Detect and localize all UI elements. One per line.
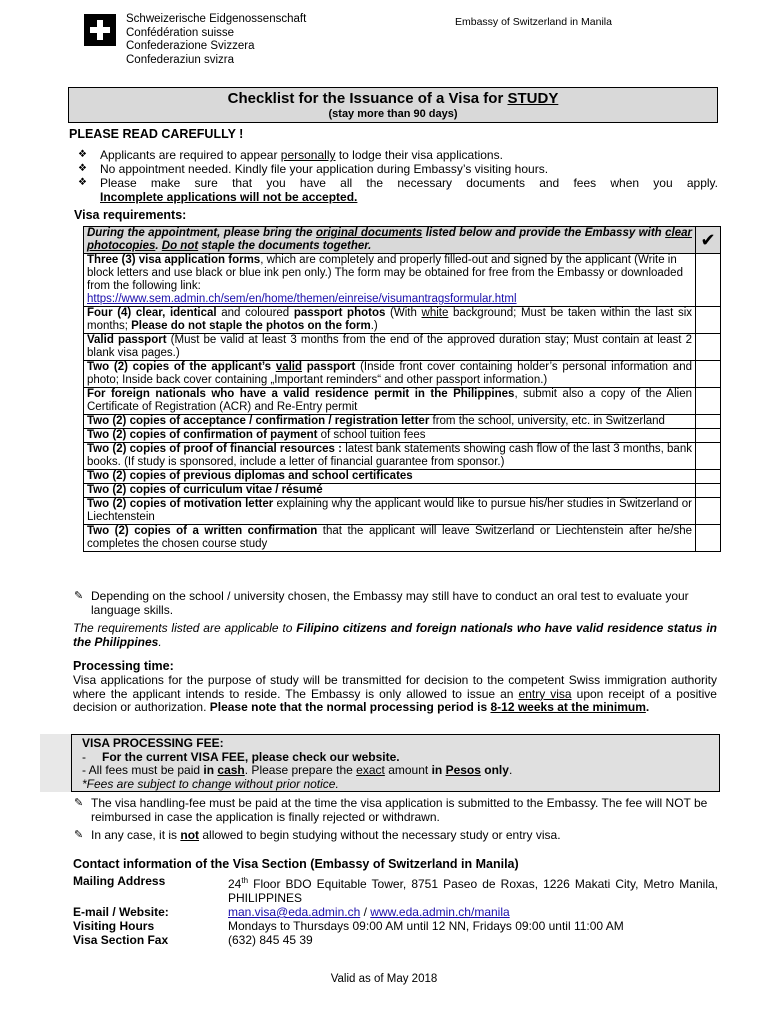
checkbox-cell[interactable]: [696, 498, 721, 525]
contact-label: Visa Section Fax: [73, 933, 169, 947]
diamond-bullet-icon: ❖: [78, 149, 87, 160]
title-box: [68, 87, 718, 123]
checkmark-icon: ✔: [696, 227, 721, 254]
checkbox-cell[interactable]: [696, 307, 721, 334]
visa-fee-box: [71, 734, 720, 792]
table-row: [84, 443, 721, 470]
page-title: [69, 90, 717, 107]
requirements-table: [83, 226, 721, 552]
pencil-icon: ✎: [74, 590, 84, 602]
table-row: [84, 388, 721, 415]
table-row: [84, 429, 721, 443]
requirement-cell: Two (2) copies of proof of financial resources : latest bank statements showing cash flow of the last 3 months, bank books. (If study is sponsored, include a letter of financial guarantee from sponsor.): [84, 443, 696, 470]
checkbox-cell[interactable]: [696, 415, 721, 429]
table-row: [84, 254, 721, 307]
fee-heading: VISA PROCESSING FEE:: [82, 736, 224, 750]
mailing-address: 24th Floor BDO Equitable Tower, 8751 Paseo de Roxas, 1226 Makati City, Metro Manila, PHILIPPINES: [228, 876, 718, 905]
fax-number: (632) 845 45 39: [228, 933, 313, 947]
fee-line: - All fees must be paid in cash. Please prepare the exact amount in Pesos only.: [82, 763, 513, 777]
checkbox-cell[interactable]: [696, 388, 721, 415]
contact-row: [73, 933, 718, 947]
visiting-hours: Mondays to Thursdays 09:00 AM until 12 NN, Fridays 09:00 until 11:00 AM: [228, 919, 624, 933]
diamond-bullet-icon: ❖: [78, 163, 87, 174]
table-header-cell: During the appointment, please bring the original documents listed below and provide the Embassy with clear photocopies. Do not staple the documents together.: [84, 227, 696, 254]
applicability-note: The requirements listed are applicable to Filipino citizens and foreign nationals who have valid residence status in the Philippines.: [73, 621, 717, 649]
requirement-cell: Two (2) copies of confirmation of payment of school tuition fees: [84, 429, 696, 443]
table-row: [84, 361, 721, 388]
requirement-cell: Two (2) copies of acceptance / confirmation / registration letter from the school, university, etc. in Switzerland: [84, 415, 696, 429]
pencil-icon: ✎: [74, 829, 84, 841]
contact-row: [73, 874, 718, 905]
federation-line: Schweizerische Eidgenossenschaft: [126, 13, 307, 25]
bullet-text: Please make sure that you have all the necessary documents and fees when you apply.: [100, 176, 718, 190]
handling-fee-note: ✎ The visa handling-fee must be paid at the time the visa application is submitted to the Embassy. The fee will NOT be reimbursed in case the application is finally rejected or withdrawn.: [74, 796, 708, 824]
email-link[interactable]: man.visa@eda.admin.ch: [228, 905, 361, 919]
table-row: [84, 484, 721, 498]
pencil-icon: ✎: [74, 797, 84, 809]
federation-line: Confederazione Svizzera: [126, 40, 255, 52]
requirement-cell: Two (2) copies of motivation letter explaining why the applicant would like to pursue his/her studies in Switzerland or Liechtenstein: [84, 498, 696, 525]
contact-row: [73, 919, 718, 933]
swiss-cross-icon: [84, 14, 116, 46]
checkbox-cell[interactable]: [696, 470, 721, 484]
requirement-cell: Two (2) copies of previous diplomas and school certificates: [84, 470, 696, 484]
page-subtitle: (stay more than 90 days): [328, 108, 458, 120]
checkbox-cell[interactable]: [696, 484, 721, 498]
bullet-text: No appointment needed. Kindly file your application during Embassy’s visiting hours.: [100, 162, 549, 176]
contact-label: Visiting Hours: [73, 919, 155, 933]
bullet-text: to lodge their visa applications.: [335, 148, 503, 162]
bullet-bold: Incomplete applications will not be accepted.: [100, 190, 358, 204]
table-row: [84, 525, 721, 552]
contact-heading: Contact information of the Visa Section (Embassy of Switzerland in Manila): [73, 857, 519, 871]
processing-text: Visa applications for the purpose of study will be transmitted for decision to the competent Swiss immigration authority where the applicant intends to reside. The Embassy is only allowed to issue an entry visa upon receipt of a positive decision or authorization. Please note that the normal processing period is 8-12 weeks at the minimum.: [73, 673, 717, 714]
table-row: [84, 415, 721, 429]
table-row: [84, 498, 721, 525]
title-keyword: STUDY: [507, 90, 559, 107]
bullet-item: [78, 162, 718, 176]
study-visa-note: ✎ In any case, it is not allowed to begin studying without the necessary study or entry visa.: [74, 828, 561, 842]
table-row: [84, 334, 721, 361]
checkbox-cell[interactable]: [696, 443, 721, 470]
table-row: [84, 307, 721, 334]
requirement-cell: For foreign nationals who have a valid residence permit in the Philippines, submit also a copy of the Alien Certificate of Registration (ACR) and Re-Entry permit: [84, 388, 696, 415]
diamond-bullet-icon: ❖: [78, 177, 87, 188]
title-prefix: Checklist for the Issuance of a Visa for: [227, 90, 508, 107]
read-carefully-heading: PLEASE READ CAREFULLY !: [69, 127, 244, 141]
federation-line: Confédération suisse: [126, 26, 235, 39]
bullet-text: Applicants are required to appear: [100, 148, 281, 162]
contact-row: E-mail / Website: man.visa@eda.admin.ch / www.eda.admin.ch/manila: [73, 905, 510, 919]
website-link[interactable]: www.eda.admin.ch/manila: [370, 905, 510, 919]
federation-line: Confederaziun svizra: [126, 53, 235, 66]
contact-label: E-mail / Website:: [73, 905, 169, 919]
table-row: [84, 470, 721, 484]
checkbox-cell[interactable]: [696, 361, 721, 388]
contact-info: [73, 874, 718, 947]
requirement-cell: Three (3) visa application forms, which are completely and properly filled-out and signed by the applicant (Write in block letters and use black or blue ink pen only.) The form may be obtained for free from the Embassy or downloaded from the following link: https://www.sem.admin.ch/sem/en/home/themen/einreise/visumantragsformular.html: [84, 254, 696, 307]
footer-validity: Valid as of May 2018: [330, 973, 438, 985]
embassy-name: Embassy of Switzerland in Manila: [455, 16, 612, 28]
fee-line: - For the current VISA FEE, please check our website.: [82, 749, 400, 764]
requirement-cell: Valid passport (Must be valid at least 3 months from the end of the approved duration stay; Must contain at least 2 blank visa pages.): [84, 334, 696, 361]
bullet-item: [78, 148, 718, 162]
requirement-cell: Two (2) copies of the applicant’s valid passport (Inside front cover containing holder’s personal information and photo; Inside back cover containing „Important reminders“ and other passport information.): [84, 361, 696, 388]
bullet-underline: personally: [280, 148, 336, 162]
checkbox-cell[interactable]: [696, 525, 721, 552]
table-row: [84, 227, 721, 254]
processing-heading: Processing time:: [73, 659, 174, 673]
visa-form-link[interactable]: https://www.sem.admin.ch/sem/en/home/themen/einreise/visumantragsformular.html: [87, 293, 517, 305]
checkbox-cell[interactable]: [696, 429, 721, 443]
contact-label: Mailing Address: [73, 874, 166, 888]
fee-disclaimer: *Fees are subject to change without prior notice.: [82, 776, 339, 791]
checkbox-cell[interactable]: [696, 334, 721, 361]
visa-requirements-heading: Visa requirements:: [74, 208, 187, 222]
requirement-cell: Two (2) copies of a written confirmation that the applicant will leave Switzerland or Liechtenstein after he/she completes the chosen course study: [84, 525, 696, 552]
requirement-cell: Two (2) copies of curriculum vitae / résumé: [84, 484, 696, 498]
bullet-item: [78, 176, 718, 204]
checkbox-cell[interactable]: [696, 254, 721, 307]
federation-names: [126, 13, 306, 67]
fee-box-margin: [40, 734, 71, 792]
oral-test-note: ✎ Depending on the school / university chosen, the Embassy may still have to conduct an oral test to evaluate your language skills.: [74, 589, 689, 617]
requirement-cell: Four (4) clear, identical and coloured passport photos (With white background; Must be taken within the last six months; Please do not staple the photos on the form.): [84, 307, 696, 334]
